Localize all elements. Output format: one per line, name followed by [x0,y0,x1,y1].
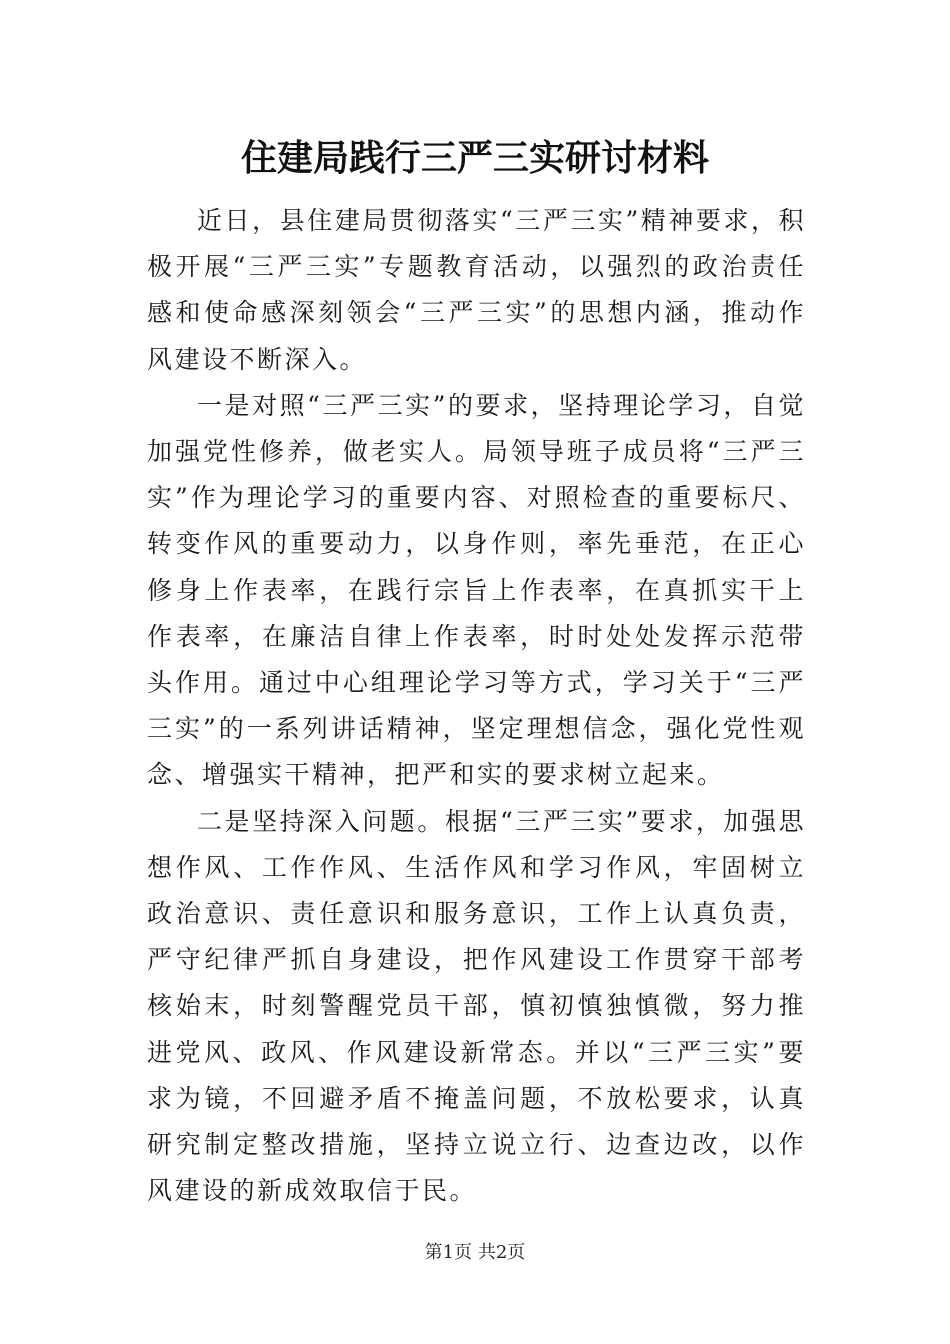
paragraph-point-two: 二是坚持深入问题。根据“三严三实”要求，加强思想作风、工作作风、生活作风和学习作风，牢固树立政治意识、责任意识和服务意识，工作上认真负责，严守纪律严抓自身建设，把作风建设工作贯穿干部考核始末，时刻警醒党员干部，慎初慎独慎微，努力推进党风、政风、作风建设新常态。并以“三严三实”要求为镜，不回避矛盾不掩盖问题，不放松要求，认真研究制定整改措施，坚持立说立行、边查边改，以作风建设的新成效取信于民。 [147,806,806,1206]
document-title: 住建局践行三严三实研讨材料 [240,137,709,179]
page-number-footer: 第1页 共2页 [424,1242,526,1263]
document-body [147,198,806,1214]
paragraph-point-one: 一是对照“三严三实”的要求，坚持理论学习，自觉加强党性修养，做老实人。局领导班子成员将“三严三实”作为理论学习的重要内容、对照检查的重要标尺、转变作风的重要动力，以身作则，率先垂范，在正心修身上作表率，在践行宗旨上作表率，在真抓实干上作表率，在廉洁自律上作表率，时时处处发挥示范带头作用。通过中心组理论学习等方式，学习关于“三严三实”的一系列讲话精神，坚定理想信念，强化党性观念、增强实干精神，把严和实的要求树立起来。 [147,390,806,790]
paragraph-intro: 近日，县住建局贯彻落实“三严三实”精神要求，积极开展“三严三实”专题教育活动，以强烈的政治责任感和使命感深刻领会“三严三实”的思想内涵，推动作风建设不断深入。 [147,206,806,374]
